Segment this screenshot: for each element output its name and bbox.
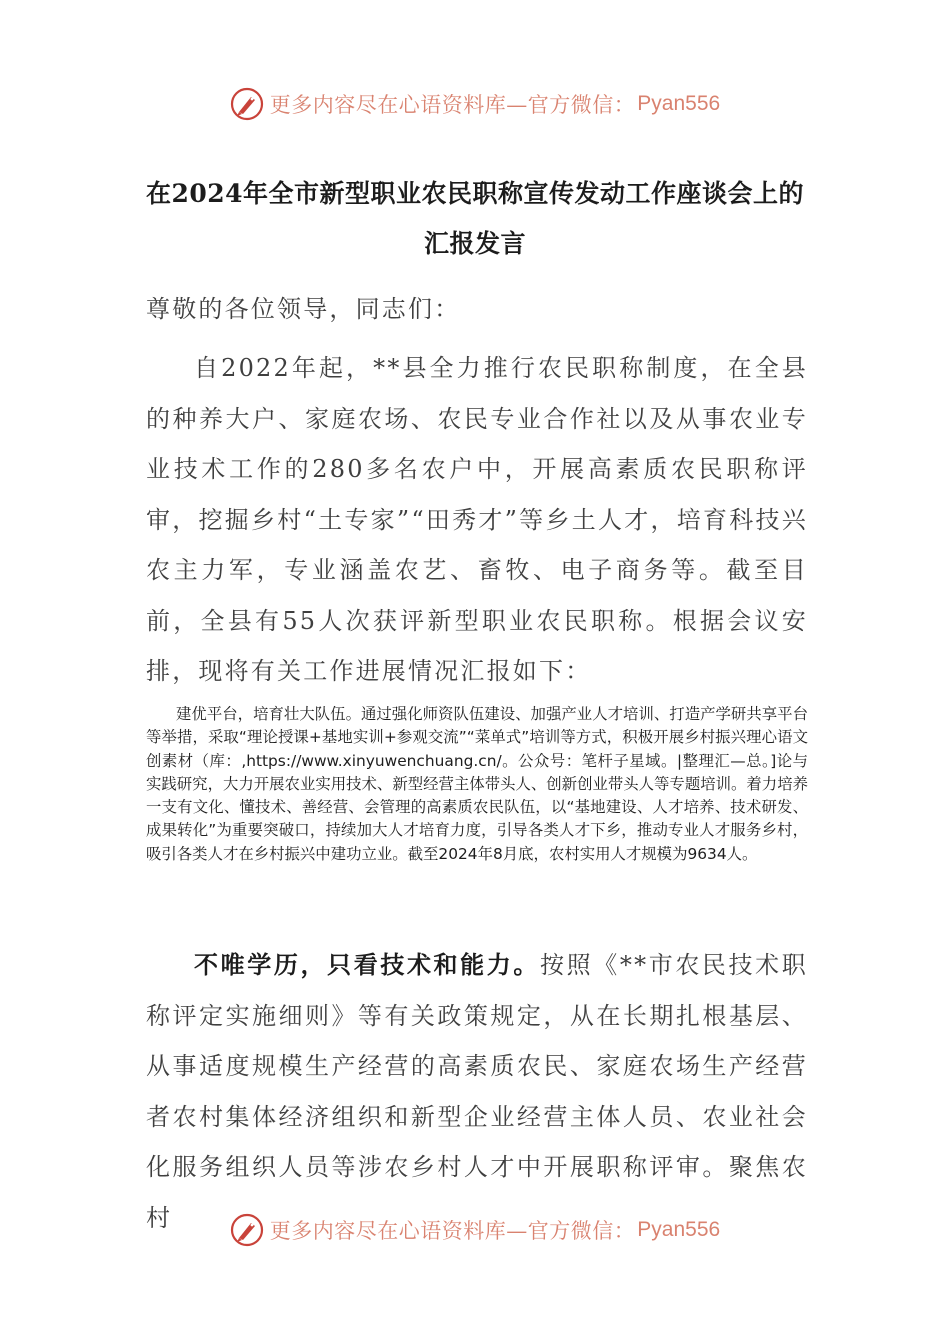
watermark-banner-top xyxy=(0,82,950,126)
paragraph-intro: 自2022年起，**县全力推行农民职称制度，在全县的种养大户、家庭农场、农民专业合作社以及从事农业专业技术工作的280多名农户中，开展高素质农民职称评审，挖掘乡村“土专家”“田秀才”等乡土人才，培育科技兴农主力军，专业涵盖农艺、畜牧、电子商务等。截至目前，全县有55人次获评新型职业农民职称。根据会议安排，现将有关工作进展情况汇报如下： xyxy=(146,354,808,685)
greeting: 尊敬的各位领导，同志们： xyxy=(146,295,461,323)
document-title-line-2: 汇报发言 xyxy=(423,229,526,258)
watermark-brand-text: 更多内容尽在心语资料库—官方微信： xyxy=(269,1219,636,1243)
paragraph-evaluation xyxy=(146,940,808,1243)
watermark-wechat-id: Pyan556 xyxy=(637,92,721,115)
watermark-brand-text: 更多内容尽在心语资料库—官方微信： xyxy=(269,93,636,117)
paragraph-evaluation-lead: 不唯学历，只看技术和能力。 xyxy=(194,950,541,979)
paragraph-evaluation-body: 按照《**市农民技术职称评定实施细则》等有关政策规定，从在长期扎根基层、从事适度规模生产经营的高素质农民、家庭农场生产经营者农村集体经济组织和新型企业经营主体人员、农业社会化服务组织人员等涉农乡村人才中开展职称评审。聚焦农村 xyxy=(146,951,808,1232)
pen-nib-circle-icon xyxy=(230,87,264,121)
watermark-wechat-id: Pyan556 xyxy=(637,1218,721,1241)
paragraph-platform: 建优平台，培育壮大队伍。通过强化师资队伍建设、加强产业人才培训、打造产学研共享平台等举措，采取“理论授课+基地实训+参观交流”“菜单式”培训等方式，积极开展乡村振兴理心语文创素材（库：,https://www.xinyuwenchuang.cn/。公众号：笔杆子星域。|整理汇—总。]论与实践研究，大力开展农业实用技术、新型经营主体带头人、创新创业带头人等专题培训。着力培养一支有文化、懂技术、善经营、会管理的高素质农民队伍，以“基地建设、人才培养、技术研发、成果转化”为重要突破口，持续加大人才培育力度，引导各类人才下乡，推动专业人才服务乡村，吸引各类人才在乡村振兴中建功立业。截至2024年8月底，农村实用人才规模为9634人。 xyxy=(146,705,808,863)
watermark-banner-bottom xyxy=(0,1208,950,1252)
document-title-line-1: 在2024年全市新型职业农民职称宣传发动工作座谈会上的 xyxy=(145,179,805,208)
pen-nib-circle-icon xyxy=(230,1213,264,1247)
